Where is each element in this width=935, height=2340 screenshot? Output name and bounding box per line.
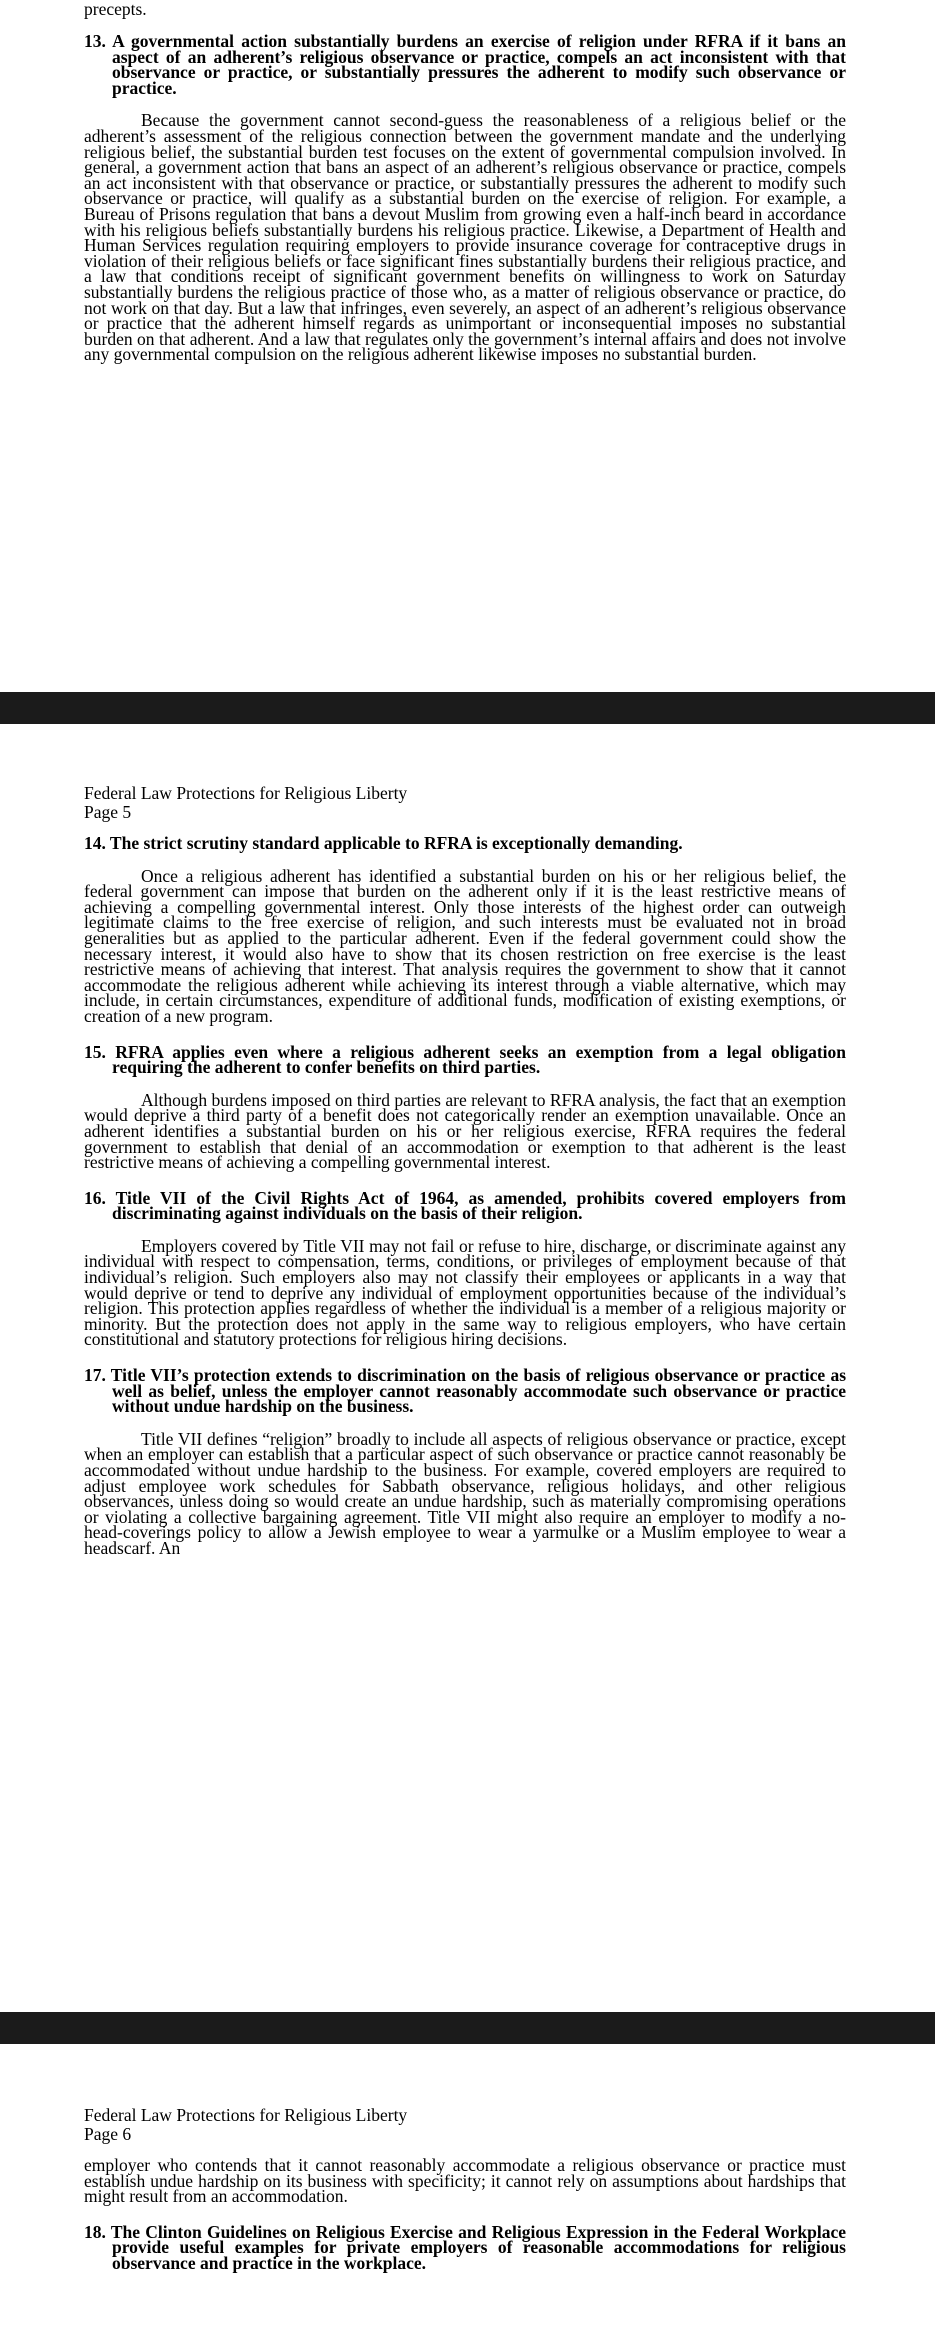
section-heading-16: 16. Title VII of the Civil Rights Act of 1964, as amended, prohibits covered employers from discriminating against individuals on the basis of their religion. (84, 1187, 846, 1224)
section-heading-13: 13. A governmental action substantially burdens an exercise of religion under RFRA if it bans an aspect of an adherent’s religious observance or practice, compels an act inconsistent with that observance or practice, or substantially pressures the adherent to modify such observance or practice. (84, 31, 846, 98)
running-title: Federal Law Protections for Religious Liberty (84, 783, 408, 803)
page-number: Page 5 (84, 802, 132, 822)
carryover-paragraph: employer who contends that it cannot reasonably accommodate a religious observance or practice must establish undue hardship on its business with specificity; it cannot rely on assumptions about hardships that might result from an accommodation. (84, 2155, 846, 2207)
section-heading-17: 17. Title VII’s protection extends to discrimination on the basis of religious observance or practice as well as belief, unless the employer cannot reasonably accommodate such observance or practice without undue hardship on the business. (84, 1365, 846, 1417)
page-number: Page 6 (84, 2124, 132, 2144)
section-heading-15: 15. RFRA applies even where a religious adherent seeks an exemption from a legal obligation requiring the adherent to confer benefits on third parties. (84, 1041, 846, 1078)
section-heading-14: 14. The strict scrutiny standard applicable to RFRA is exceptionally demanding. (84, 833, 683, 853)
section-paragraph-17: Title VII defines “religion” broadly to include all aspects of religious observance or practice, except when an employer can establish that a particular aspect of such observance or practice cannot reasonably be accommodated without undue hardship to the business. For example, covered employers are required to adjust employee work schedules for Sabbath observance, religious holidays, and other religious observances, unless doing so would create an undue hardship, such as materially compromising operations or violating a collective bargaining agreement. Title VII might also require an employer to modify a no-head-coverings policy to allow a Jewish employee to wear a yarmulke or a Muslim employee to wear a headscarf. An (84, 1428, 846, 1558)
document-page (0, 724, 935, 2012)
document-page (0, 0, 935, 692)
page-divider (0, 2012, 935, 2044)
section-paragraph-15: Although burdens imposed on third parties are relevant to RFRA analysis, the fact that an exemption would deprive a third party of a benefit does not categorically render an exemption unavailable. Once an adherent identifies a substantial burden on his or her religious exercise, RFRA requires the federal government to establish that denial of an accommodation or exemption to that adherent is the least restrictive means of achieving a compelling governmental interest. (84, 1089, 846, 1173)
carryover-text: precepts. (84, 0, 147, 19)
document-page (0, 2044, 935, 2340)
section-heading-18: 18. The Clinton Guidelines on Religious Exercise and Religious Expression in the Federal Workplace provide useful examples for private employers of reasonable accommodations for religious observance and practice in the workplace. (84, 2221, 846, 2273)
section-paragraph-13: Because the government cannot second-guess the reasonableness of a religious belief or the adherent’s assessment of the religious connection between the government mandate and the underlying religious belief, the substantial burden test focuses on the extent of governmental compulsion involved. In general, a government action that bans an aspect of an adherent’s religious observance or practice, compels an act inconsistent with that observance or practice, or substantially pressures the adherent to modify such observance or practice, will qualify as a substantial burden on the exercise of religion. For example, a Bureau of Prisons regulation that bans a devout Muslim from growing even a half-inch beard in accordance with his religious beliefs substantially burdens his religious practice. Likewise, a Department of Health and Human Services regulation requiring employers to provide insurance coverage for contraceptive drugs in violation of their religious beliefs or face significant fines substantially burdens their religious practice, and a law that conditions receipt of significant government benefits on willingness to work on Saturday substantially burdens the religious practice of those who, as a matter of religious observance or practice, do not work on that day. But a law that infringes, even severely, an aspect of an adherent’s religious observance or practice that the adherent himself regards as unimportant or inconsequential imposes no substantial burden on that adherent. And a law that regulates only the government’s internal affairs and does not involve any governmental compulsion on the religious adherent likewise imposes no substantial burden. (84, 110, 846, 365)
page-body (84, 31, 846, 365)
page-divider (0, 692, 935, 724)
page-body (84, 2106, 846, 2272)
page-body (84, 784, 846, 1557)
section-paragraph-16: Employers covered by Title VII may not fail or refuse to hire, discharge, or discriminate against any individual with respect to compensation, terms, conditions, or privileges of employment because of that individual’s religion. Such employers also may not classify their employees or applicants in a way that would deprive or tend to deprive any individual of employment opportunities because of the individual’s religion. This protection applies regardless of whether the individual is a member of a religious majority or minority. But the protection does not apply in the same way to religious employers, who have certain constitutional and statutory protections for religious hiring decisions. (84, 1235, 846, 1350)
running-title: Federal Law Protections for Religious Liberty (84, 2105, 408, 2125)
section-paragraph-14: Once a religious adherent has identified a substantial burden on his or her religious belief, the federal government can impose that burden on the adherent only if it is the least restrictive means of achieving a compelling governmental interest. Only those interests of the highest order can outweigh legitimate claims to the free exercise of religion, and such interests must be evaluated not in broad generalities but as applied to the particular adherent. Even if the federal government could show the necessary interest, it would also have to show that its chosen restriction on free exercise is the least restrictive means of achieving that interest. That analysis requires the government to show that it cannot accommodate the religious adherent while achieving its interest through a viable alternative, which may include, in certain circumstances, expenditure of additional funds, modification of existing exemptions, or creation of a new program. (84, 865, 846, 1026)
